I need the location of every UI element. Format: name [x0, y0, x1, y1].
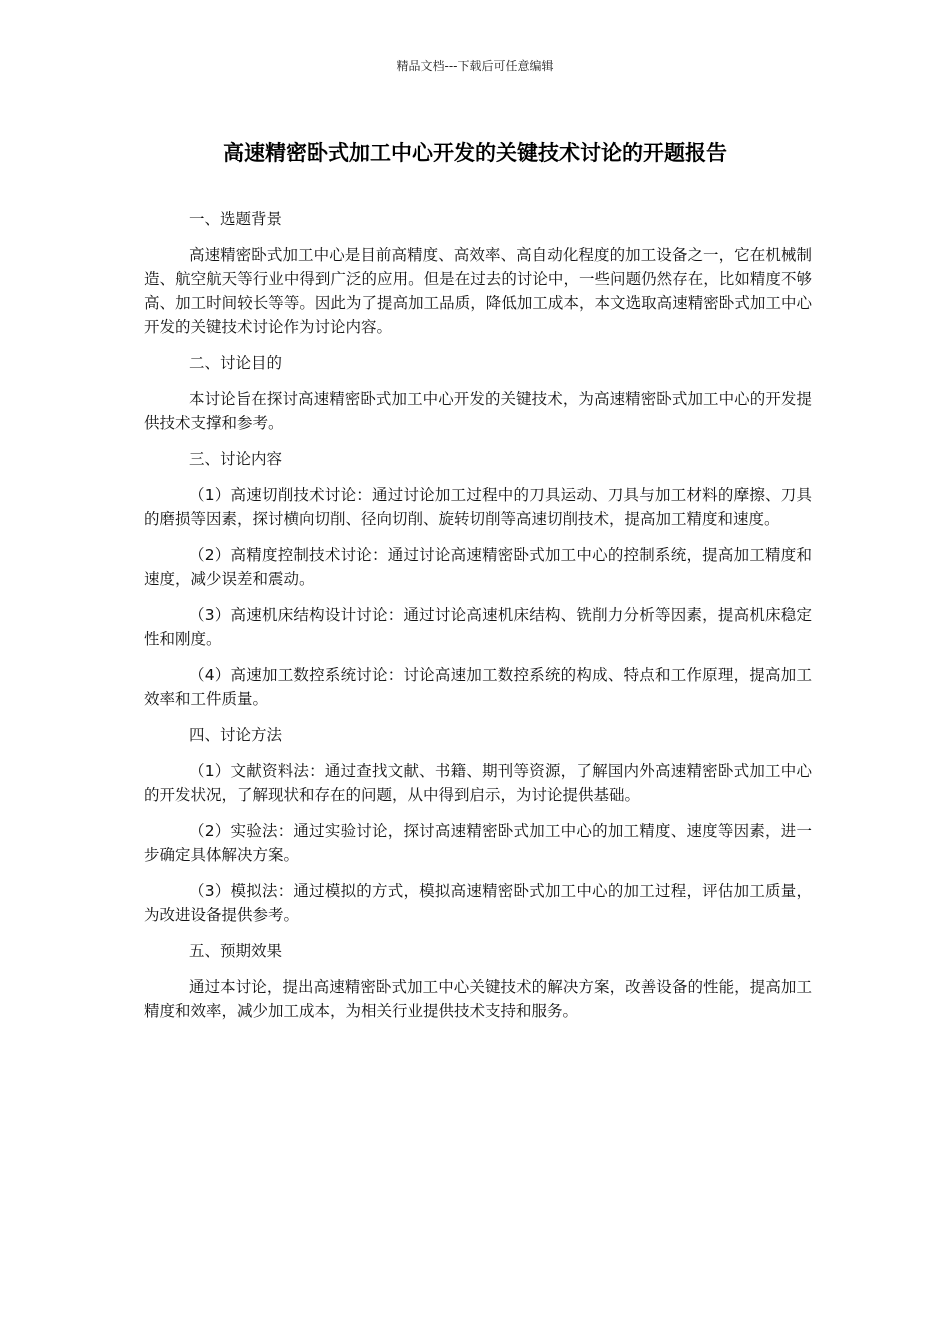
content-item-4: （4）高速加工数控系统讨论：讨论高速加工数控系统的构成、特点和工作原理，提高加工效率和工件质量。 [144, 666, 812, 708]
section-paragraph-expected: 通过本讨论，提出高速精密卧式加工中心关键技术的解决方案，改善设备的性能，提高加工精度和效率，减少加工成本，为相关行业提供技术支持和服务。 [144, 978, 812, 1020]
section-heading-content: 三、讨论内容 [189, 450, 283, 468]
section-heading-expected: 五、预期效果 [189, 942, 283, 960]
document-body [144, 207, 812, 1035]
section-heading-purpose: 二、讨论目的 [189, 354, 283, 372]
method-item-1: （1）文献资料法：通过查找文献、书籍、期刊等资源，了解国内外高速精密卧式加工中心的开发状况，了解现状和存在的问题，从中得到启示，为讨论提供基础。 [144, 762, 812, 804]
content-item-2: （2）高精度控制技术讨论：通过讨论高速精密卧式加工中心的控制系统，提高加工精度和速度，减少误差和震动。 [144, 546, 812, 588]
content-item-3: （3）高速机床结构设计讨论：通过讨论高速机床结构、铣削力分析等因素，提高机床稳定性和刚度。 [144, 606, 812, 648]
section-heading-background: 一、选题背景 [189, 210, 283, 228]
page-header-note: 精品文档---下载后可任意编辑 [396, 59, 554, 73]
document-title: 高速精密卧式加工中心开发的关键技术讨论的开题报告 [223, 141, 727, 165]
section-paragraph-purpose: 本讨论旨在探讨高速精密卧式加工中心开发的关键技术，为高速精密卧式加工中心的开发提供技术支撑和参考。 [144, 390, 812, 432]
section-heading-methods: 四、讨论方法 [189, 726, 283, 744]
method-item-2: （2）实验法：通过实验讨论，探讨高速精密卧式加工中心的加工精度、速度等因素，进一步确定具体解决方案。 [144, 822, 812, 864]
content-item-1: （1）高速切削技术讨论：通过讨论加工过程中的刀具运动、刀具与加工材料的摩擦、刀具的磨损等因素，探讨横向切削、径向切削、旋转切削等高速切削技术，提高加工精度和速度。 [144, 486, 812, 528]
section-paragraph-background: 高速精密卧式加工中心是目前高精度、高效率、高自动化程度的加工设备之一，它在机械制造、航空航天等行业中得到广泛的应用。但是在过去的讨论中，一些问题仍然存在，比如精度不够高、加工时间较长等等。因此为了提高加工品质，降低加工成本，本文选取高速精密卧式加工中心开发的关键技术讨论作为讨论内容。 [144, 246, 812, 336]
method-item-3: （3）模拟法：通过模拟的方式，模拟高速精密卧式加工中心的加工过程，评估加工质量，为改进设备提供参考。 [144, 882, 812, 924]
